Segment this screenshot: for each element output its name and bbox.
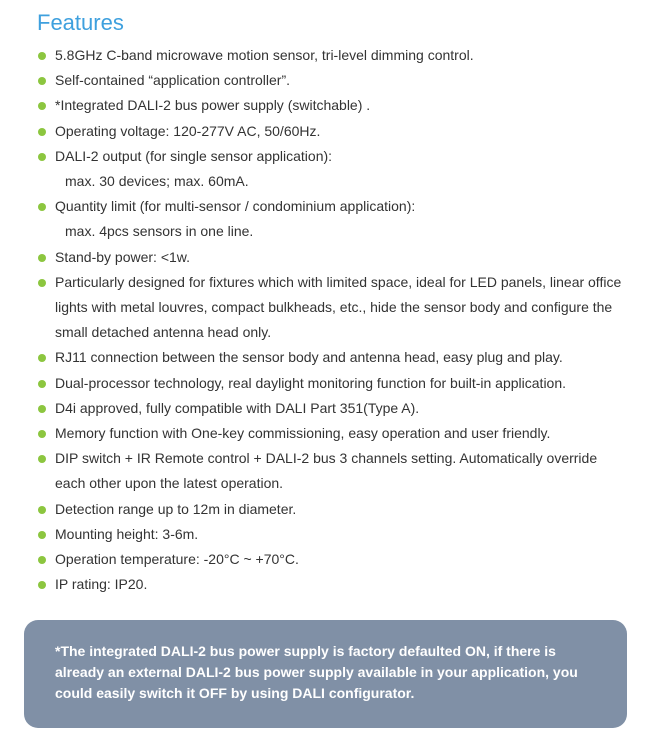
feature-text: Detection range up to 12m in diameter. <box>55 500 297 517</box>
bullet-dot-icon <box>38 581 46 589</box>
feature-text: DIP switch + IR Remote control + DALI-2 bus 3 channels setting. Automatically override each other upon the latest operation. <box>55 450 598 492</box>
feature-text: IP rating: IP20. <box>55 576 148 593</box>
feature-item <box>0 396 650 421</box>
feature-text: *Integrated DALI-2 bus power supply (switchable) . <box>55 97 371 114</box>
feature-text: Quantity limit (for multi-sensor / condominium application): <box>55 198 416 215</box>
feature-item <box>0 497 650 522</box>
feature-text: Dual-processor technology, real daylight monitoring function for built-in application. <box>55 374 567 391</box>
feature-item <box>0 144 650 194</box>
feature-item <box>0 194 650 244</box>
feature-text: DALI-2 output (for single sensor application): <box>55 147 333 164</box>
bullet-dot-icon <box>38 405 46 413</box>
bullet-dot-icon <box>38 380 46 388</box>
features-list <box>0 43 650 597</box>
feature-text: Operation temperature: -20°C ~ +70°C. <box>55 551 299 568</box>
feature-item <box>0 345 650 370</box>
features-heading: Features <box>37 10 124 35</box>
feature-item <box>0 572 650 597</box>
feature-text: D4i approved, fully compatible with DALI Part 351(Type A). <box>55 399 420 416</box>
bullet-dot-icon <box>38 279 46 287</box>
feature-item <box>0 522 650 547</box>
feature-item <box>0 119 650 144</box>
feature-item <box>0 93 650 118</box>
feature-text: 5.8GHz C-band microwave motion sensor, tri-level dimming control. <box>55 47 474 63</box>
power-supply-note: *The integrated DALI-2 bus power supply is factory defaulted ON, if there is already an external DALI-2 bus power supply available in your application, you could easily switch it OFF by using DALI configurator. <box>24 620 627 728</box>
bullet-dot-icon <box>38 153 46 161</box>
bullet-dot-icon <box>38 128 46 136</box>
feature-item <box>0 446 650 496</box>
feature-text: Particularly designed for fixtures which with limited space, ideal for LED panels, linear office lights with metal louvres, compact bulkheads, etc., hide the sensor body and configure the small detached antenna head only. <box>55 273 622 341</box>
bullet-dot-icon <box>38 354 46 362</box>
feature-item <box>0 371 650 396</box>
feature-item <box>0 270 650 346</box>
bullet-dot-icon <box>38 102 46 110</box>
feature-text: Operating voltage: 120-277V AC, 50/60Hz. <box>55 122 321 139</box>
bullet-dot-icon <box>38 556 46 564</box>
bullet-dot-icon <box>38 52 46 60</box>
bullet-dot-icon <box>38 254 46 262</box>
bullet-dot-icon <box>38 77 46 85</box>
feature-item <box>0 245 650 270</box>
feature-text: RJ11 connection between the sensor body and antenna head, easy plug and play. <box>55 349 563 366</box>
bullet-dot-icon <box>38 506 46 514</box>
feature-item <box>0 43 650 68</box>
feature-item <box>0 68 650 93</box>
bullet-dot-icon <box>38 455 46 463</box>
feature-item <box>0 421 650 446</box>
bullet-dot-icon <box>38 531 46 539</box>
feature-text: Self-contained “application controller”. <box>55 72 291 89</box>
feature-subtext: max. 30 devices; max. 60mA. <box>65 173 249 190</box>
bullet-dot-icon <box>38 430 46 438</box>
feature-subtext: max. 4pcs sensors in one line. <box>65 223 254 240</box>
feature-text: Memory function with One-key commissioning, easy operation and user friendly. <box>55 425 551 442</box>
feature-item <box>0 547 650 572</box>
bullet-dot-icon <box>38 203 46 211</box>
feature-text: Stand-by power: <1w. <box>55 248 191 265</box>
feature-text: Mounting height: 3-6m. <box>55 525 199 542</box>
